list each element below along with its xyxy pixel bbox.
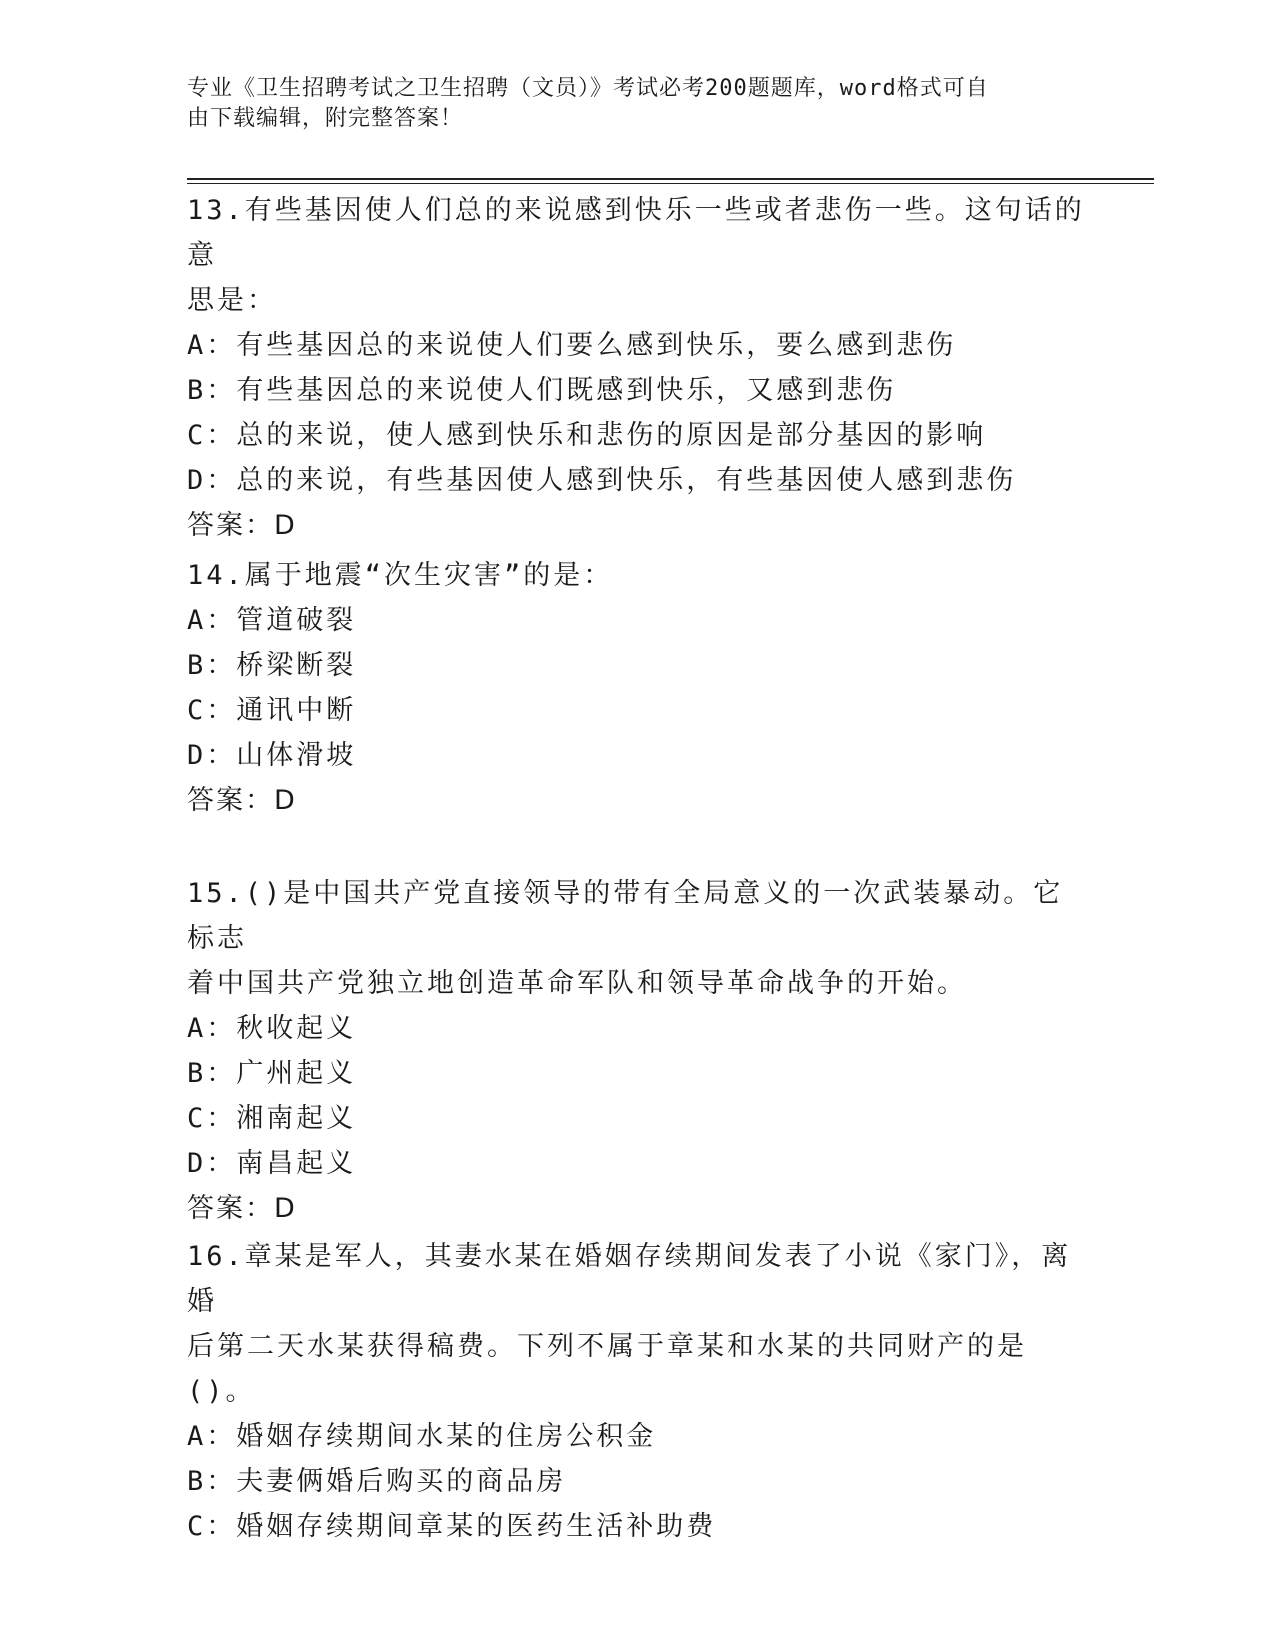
option-c: C：通讯中断 [187, 695, 357, 726]
question-stem-line-1: 16.章某是军人，其妻水某在婚姻存续期间发表了小说《家门》，离婚 [187, 1241, 1072, 1317]
header-line-1: 专业《卫生招聘考试之卫生招聘（文员）》考试必考200题题库，word格式可自 [187, 76, 989, 101]
option-c: C：婚姻存续期间章某的医药生活补助费 [187, 1511, 717, 1542]
question-stem-line-1: 15.()是中国共产党直接领导的带有全局意义的一次武装暴动。它标志 [187, 878, 1064, 954]
option-b: B：有些基因总的来说使人们既感到快乐，又感到悲伤 [187, 375, 897, 406]
document-header [187, 74, 1087, 134]
option-a: A：婚姻存续期间水某的住房公积金 [187, 1421, 657, 1452]
header-divider-thin [187, 183, 1154, 184]
answer-line: 答案：D [187, 785, 297, 816]
option-b: B：夫妻俩婚后购买的商品房 [187, 1466, 567, 1497]
option-a: A：有些基因总的来说使人们要么感到快乐，要么感到悲伤 [187, 330, 957, 361]
option-c: C：湘南起义 [187, 1103, 357, 1134]
question-stem-line-1: 13.有些基因使人们总的来说感到快乐一些或者悲伤一些。这句话的意 [187, 195, 1085, 271]
question-stem-line-2: 思是： [187, 285, 277, 316]
option-d: D：南昌起义 [187, 1148, 357, 1179]
header-divider-thick [187, 178, 1154, 180]
option-b: B：广州起义 [187, 1058, 357, 1089]
option-a: A：秋收起义 [187, 1013, 357, 1044]
question-stem-line-2: 着中国共产党独立地创造革命军队和领导革命战争的开始。 [187, 968, 967, 999]
option-b: B：桥梁断裂 [187, 650, 357, 681]
question-stem-line-2: 后第二天水某获得稿费。下列不属于章某和水某的共同财产的是()。 [187, 1331, 1027, 1407]
option-a: A：管道破裂 [187, 605, 357, 636]
answer-line: 答案：D [187, 510, 297, 541]
option-d: D：总的来说，有些基因使人感到快乐，有些基因使人感到悲伤 [187, 465, 1017, 496]
question-stem-line-1: 14.属于地震“次生灾害”的是： [187, 560, 614, 591]
question-16 [187, 1234, 1087, 1549]
answer-line: 答案：D [187, 1193, 297, 1224]
option-c: C：总的来说，使人感到快乐和悲伤的原因是部分基因的影响 [187, 420, 987, 451]
question-13 [187, 188, 1087, 548]
option-d: D：山体滑坡 [187, 740, 357, 771]
header-line-2: 由下载编辑，附完整答案！ [187, 106, 464, 131]
question-14 [187, 553, 1087, 823]
question-15 [187, 871, 1087, 1231]
